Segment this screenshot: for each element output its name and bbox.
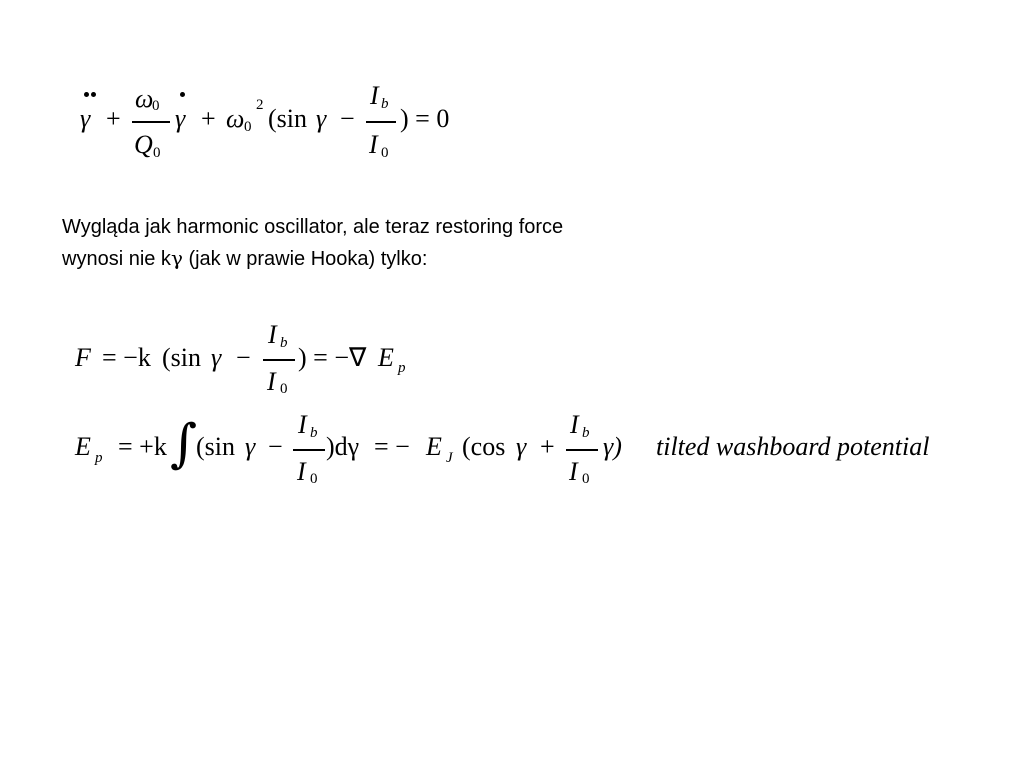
omega-2: ω xyxy=(226,104,245,133)
zero-sub-4: 0 xyxy=(582,471,590,487)
plus-2: + xyxy=(201,104,216,133)
gamma-dot: γ xyxy=(175,104,186,133)
line2-before: wynosi nie k xyxy=(62,248,171,270)
p-sub-2: p xyxy=(398,360,406,376)
close-nabla: ) = −∇ xyxy=(298,343,367,372)
eq-plus-k: = +k xyxy=(118,432,167,461)
minus-2: − xyxy=(236,343,251,372)
zero-sub-3: 0 xyxy=(310,471,318,487)
I-b-num-3: I xyxy=(298,410,307,439)
line2-gamma: γ xyxy=(170,246,183,270)
F: F xyxy=(75,343,91,372)
fraction-line-4 xyxy=(293,449,325,451)
eq-minus-3: = − xyxy=(374,432,410,461)
gamma-sin-3: γ xyxy=(245,432,256,461)
Q-sub: 0 xyxy=(153,145,161,161)
gamma-ddot: γ xyxy=(80,104,91,133)
omega-numerator: ω xyxy=(135,84,154,113)
gamma-sin-2: γ xyxy=(211,343,222,372)
b-sub-3: b xyxy=(310,425,318,441)
integral-sign: ∫ xyxy=(170,414,198,474)
E-p-2: E xyxy=(378,343,394,372)
b-sub-2: b xyxy=(280,335,288,351)
gamma-sin-1: γ xyxy=(316,104,327,133)
I-0-den-4: I xyxy=(569,457,578,486)
explanation-line-1: Wygląda jak harmonic oscillator, ale teraz restoring force xyxy=(62,216,564,238)
gamma-close: γ) xyxy=(603,432,622,461)
omega-sub: 0 xyxy=(152,98,160,114)
line2-after: (jak w prawie Hooka) tylko: xyxy=(182,248,428,270)
I-0-den-3: I xyxy=(297,457,306,486)
close-dgamma: )dγ xyxy=(326,432,360,461)
plus-1: + xyxy=(106,104,121,133)
fraction-line-5 xyxy=(566,449,598,451)
I-b-numerator: I xyxy=(370,81,379,110)
plus-3: + xyxy=(540,432,555,461)
J-sub: J xyxy=(446,450,453,466)
p-sub-3: p xyxy=(95,450,103,466)
close-eq-zero: ) = 0 xyxy=(400,104,450,133)
b-sub-4: b xyxy=(582,425,590,441)
potential-label: tilted washboard potential xyxy=(656,432,930,461)
minus-1: − xyxy=(340,104,355,133)
b-sub-1: b xyxy=(381,96,389,112)
omega-2-sq: 2 xyxy=(256,97,264,113)
gamma-cos: γ xyxy=(516,432,527,461)
open-cos: (cos xyxy=(462,432,506,461)
Q-denominator: Q xyxy=(134,130,153,159)
eq-minus-k: = −k xyxy=(102,343,151,372)
zero-sub-2: 0 xyxy=(280,381,288,397)
I-0-denominator: I xyxy=(369,130,378,159)
open-sin-1: (sin xyxy=(268,104,307,133)
omega-2-sub: 0 xyxy=(244,119,252,135)
open-sin-3: (sin xyxy=(196,432,235,461)
open-sin-2: (sin xyxy=(162,343,201,372)
zero-sub-1: 0 xyxy=(381,145,389,161)
I-b-num-4: I xyxy=(570,410,579,439)
E-p-3: E xyxy=(75,432,91,461)
minus-3: − xyxy=(268,432,283,461)
I-b-num-2: I xyxy=(268,320,277,349)
I-0-den-2: I xyxy=(267,367,276,396)
E-J: E xyxy=(426,432,442,461)
